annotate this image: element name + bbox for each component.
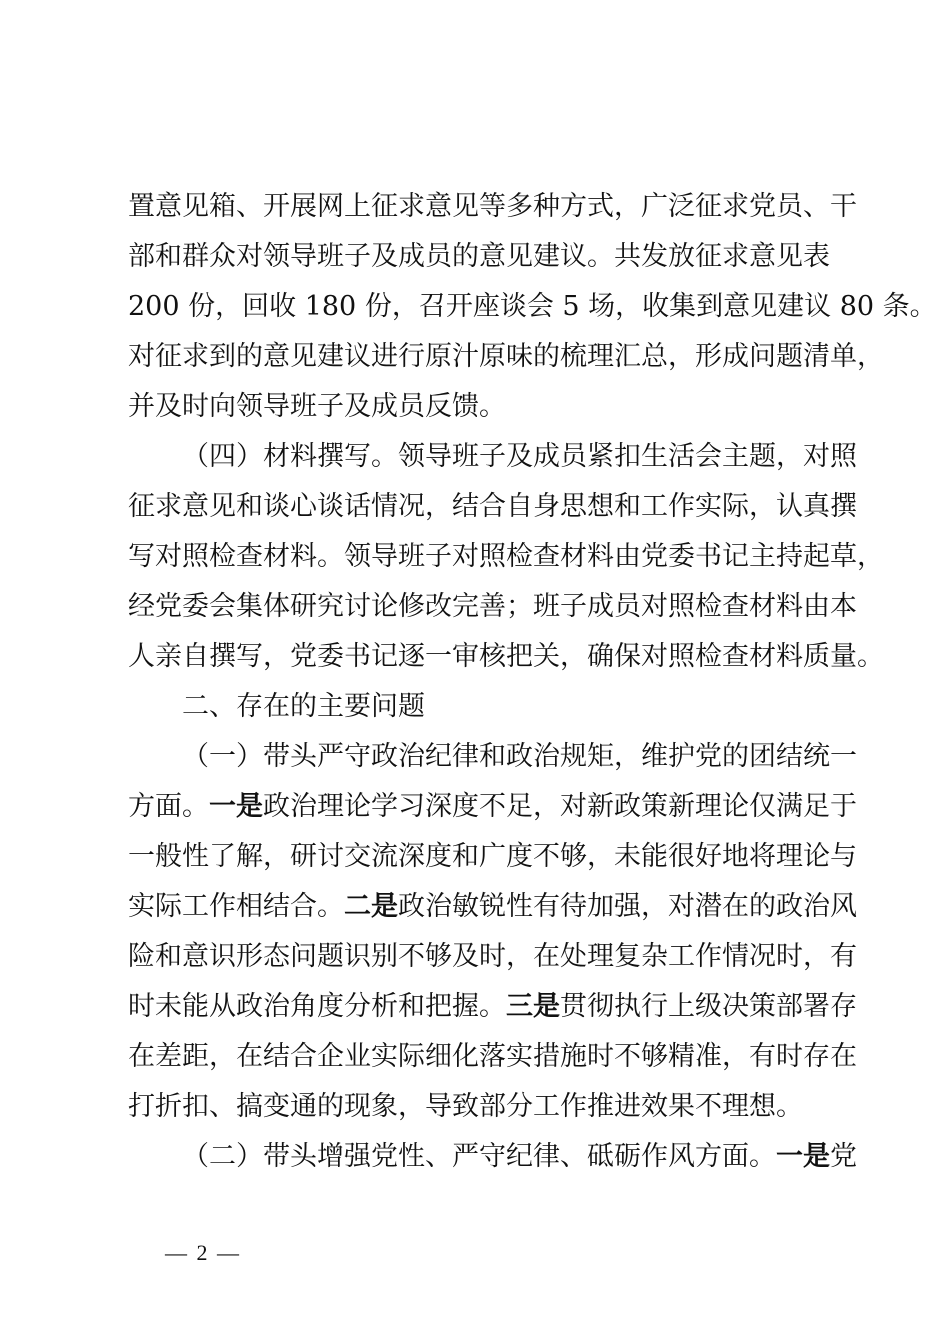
text-line: 在差距，在结合企业实际细化落实措施时不够精准，有时存在 (128, 1041, 857, 1072)
text-segment: 时未能从政治角度分析和把握。 (128, 991, 506, 1022)
page-number: — 2 — (165, 1240, 241, 1265)
text-line-mixed (128, 990, 857, 1024)
bold-marker: 一是 (209, 791, 263, 822)
text-line: 打折扣、搞变通的现象，导致部分工作推进效果不理想。 (128, 1091, 803, 1122)
text-segment: 方面。 (128, 791, 209, 822)
bold-marker: 二是 (344, 891, 398, 922)
text-line: 征求意见和谈心谈话情况，结合自身思想和工作实际，认真撰 (128, 491, 857, 522)
text-line-mixed (128, 790, 857, 824)
text-segment: 政治理论学习深度不足，对新政策新理论仅满足于 (263, 791, 857, 822)
chapter-heading: 二、存在的主要问题 (182, 691, 425, 722)
text-segment: 政治敏锐性有待加强，对潜在的政治风 (398, 891, 857, 922)
text-line: 部和群众对领导班子及成员的意见建议。共发放征求意见表 (128, 241, 830, 272)
text-line: 置意见箱、开展网上征求意见等多种方式，广泛征求党员、干 (128, 191, 857, 222)
text-line-mixed (128, 890, 857, 924)
text-segment: 党 (830, 1141, 857, 1172)
text-line: 200 份，回收 180 份，召开座谈会 5 场，收集到意见建议 80 条。 (128, 291, 937, 322)
section-heading-4: （四）材料撰写。领导班子及成员紧扣生活会主题，对照 (182, 441, 857, 472)
text-line: 对征求到的意见建议进行原汁原味的梳理汇总，形成问题清单， (128, 341, 884, 372)
text-line: 并及时向领导班子及成员反馈。 (128, 391, 506, 422)
text-line: 经党委会集体研究讨论修改完善；班子成员对照检查材料由本 (128, 591, 857, 622)
text-segment: 贯彻执行上级决策部署存 (560, 991, 857, 1022)
text-segment: （二）带头增强党性、严守纪律、砥砺作风方面。 (182, 1141, 776, 1172)
section-heading-2 (182, 1140, 902, 1174)
text-line: 写对照检查材料。领导班子对照检查材料由党委书记主持起草， (128, 541, 884, 572)
section-heading-1: （一）带头严守政治纪律和政治规矩，维护党的团结统一 (182, 741, 857, 772)
text-segment: 实际工作相结合。 (128, 891, 344, 922)
bold-marker: 三是 (506, 991, 560, 1022)
text-line: 人亲自撰写，党委书记逐一审核把关，确保对照检查材料质量。 (128, 641, 884, 672)
text-line: 险和意识形态问题识别不够及时，在处理复杂工作情况时，有 (128, 941, 857, 972)
text-line: 一般性了解，研讨交流深度和广度不够，未能很好地将理论与 (128, 841, 857, 872)
bold-marker: 一是 (776, 1141, 830, 1172)
